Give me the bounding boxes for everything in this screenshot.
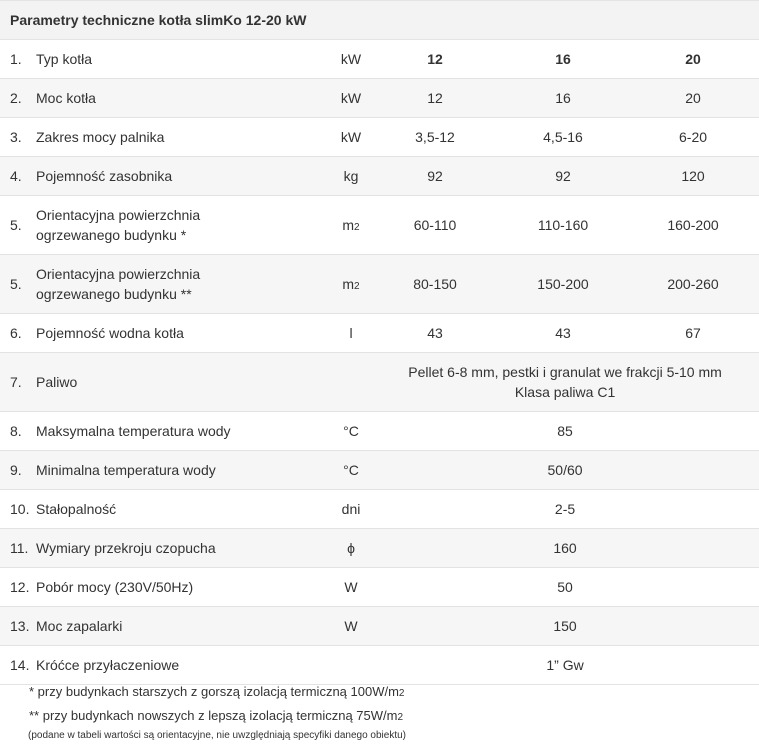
row-label: Maksymalna temperatura wody <box>36 423 231 439</box>
value-12kw: 60-110 <box>413 217 457 233</box>
row-label: Typ kotła <box>36 51 93 67</box>
unit-superscript: 2 <box>354 281 360 292</box>
row-unit: °C <box>343 423 359 439</box>
value-20kw: 20 <box>685 51 701 67</box>
value-12kw: 12 <box>427 51 443 67</box>
merged-value: 85 <box>557 423 573 439</box>
row-label: Moc kotła <box>36 90 96 106</box>
row-label: Paliwo <box>36 374 78 390</box>
row-label-line-2: ogrzewanego budynku * <box>36 227 187 243</box>
row-number: 4. <box>10 168 22 184</box>
footnote-disclaimer: (podane w tabeli wartości są orientacyjne, nie uwzględniają specyfiki danego obiektu) <box>28 730 406 741</box>
unit-base: m <box>342 276 355 292</box>
row-number: 11. <box>10 540 29 556</box>
row-number: 13. <box>10 618 30 634</box>
value-16kw: 150-200 <box>537 276 589 292</box>
row-label-line-1: Orientacyjna powierzchnia <box>36 266 201 282</box>
row-label: Zakres mocy palnika <box>36 129 165 145</box>
footnote-older-buildings <box>29 684 404 699</box>
footnote-newer-buildings <box>29 708 403 723</box>
table-row <box>0 607 759 646</box>
value-20kw: 120 <box>681 168 705 184</box>
table-row <box>0 314 759 353</box>
row-number: 3. <box>10 129 22 145</box>
row-label: Pojemność wodna kotła <box>36 325 184 341</box>
row-label: Stałopalność <box>36 501 117 517</box>
merged-value <box>371 353 759 412</box>
table-row <box>0 568 759 607</box>
merged-value: 50/60 <box>547 462 583 478</box>
table-row <box>0 353 759 412</box>
table-row <box>0 157 759 196</box>
footnote-text: * przy budynkach starszych z gorszą izolacją termiczną 100W/m <box>29 684 399 699</box>
value-12kw: 80-150 <box>413 276 457 292</box>
row-number: 10. <box>10 501 30 517</box>
row-number: 1. <box>10 51 22 67</box>
row-unit: kW <box>340 129 362 145</box>
row-unit: kW <box>340 51 362 67</box>
value-20kw: 200-260 <box>667 276 719 292</box>
unit-base: m <box>342 217 355 233</box>
merged-value: 50 <box>557 579 573 595</box>
row-unit: W <box>344 618 358 634</box>
unit-superscript: 2 <box>354 222 360 233</box>
row-number: 12. <box>10 579 30 595</box>
merged-value: 1” Gw <box>546 657 584 673</box>
row-unit <box>331 196 371 255</box>
value-12kw: 12 <box>427 90 443 106</box>
row-unit <box>331 255 371 314</box>
footnote-superscript: 2 <box>397 712 404 723</box>
table-title: Parametry techniczne kotła slimKo 12-20 kW <box>0 1 759 40</box>
table-header-row <box>0 1 759 40</box>
table-row <box>0 412 759 451</box>
row-number: 2. <box>10 90 22 106</box>
row-label-line-2: ogrzewanego budynku ** <box>36 286 192 302</box>
value-16kw: 92 <box>555 168 571 184</box>
value-16kw: 4,5-16 <box>543 129 583 145</box>
value-20kw: 6-20 <box>679 129 708 145</box>
row-label: Pobór mocy (230V/50Hz) <box>36 579 194 595</box>
value-20kw: 20 <box>685 90 701 106</box>
table-row <box>0 79 759 118</box>
table-row <box>0 118 759 157</box>
merged-value: 150 <box>553 618 577 634</box>
row-unit: l <box>349 325 353 341</box>
row-label <box>36 196 331 255</box>
table-row <box>0 529 759 568</box>
row-unit: kW <box>340 90 362 106</box>
merged-value: 2-5 <box>554 501 576 517</box>
value-16kw: 110-160 <box>537 217 589 233</box>
row-unit <box>331 646 371 685</box>
value-16kw: 16 <box>555 51 571 67</box>
row-label <box>36 255 331 314</box>
table-row <box>0 40 759 79</box>
table-row <box>0 490 759 529</box>
row-unit: °C <box>343 462 359 478</box>
value-12kw: 3,5-12 <box>415 129 455 145</box>
table-row <box>0 451 759 490</box>
footnote-text: ** przy budynkach nowszych z lepszą izolacją termiczną 75W/m <box>29 708 398 723</box>
value-12kw: 43 <box>427 325 443 341</box>
row-label: Wymiary przekroju czopucha <box>36 540 216 556</box>
row-unit: kg <box>343 168 359 184</box>
value-20kw: 67 <box>685 325 701 341</box>
row-number: 5. <box>10 217 22 233</box>
value-16kw: 43 <box>555 325 571 341</box>
value-16kw: 16 <box>555 90 571 106</box>
row-label: Króćce przyłaczeniowe <box>36 657 180 673</box>
value-20kw: 160-200 <box>667 217 719 233</box>
table-row <box>0 255 759 314</box>
row-unit <box>331 353 371 412</box>
row-number: 8. <box>10 423 22 439</box>
row-label: Moc zapalarki <box>36 618 123 634</box>
footnote-superscript: 2 <box>398 688 405 699</box>
table-row <box>0 196 759 255</box>
row-number: 9. <box>10 462 22 478</box>
fuel-line-2: Klasa paliwa C1 <box>514 384 616 400</box>
merged-value: 160 <box>553 540 577 556</box>
fuel-line-1: Pellet 6-8 mm, pestki i granulat we frakcji 5-10 mm <box>408 364 722 380</box>
row-number: 14. <box>10 657 30 673</box>
row-label-line-1: Orientacyjna powierzchnia <box>36 207 201 223</box>
row-label: Pojemność zasobnika <box>36 168 173 184</box>
row-number: 7. <box>10 374 22 390</box>
row-number: 6. <box>10 325 22 341</box>
value-12kw: 92 <box>427 168 443 184</box>
row-number: 5. <box>10 276 22 292</box>
row-label: Minimalna temperatura wody <box>36 462 216 478</box>
row-unit: dni <box>341 501 361 517</box>
row-unit: W <box>344 579 358 595</box>
row-unit: ϕ <box>347 540 355 556</box>
table-row <box>0 646 759 685</box>
